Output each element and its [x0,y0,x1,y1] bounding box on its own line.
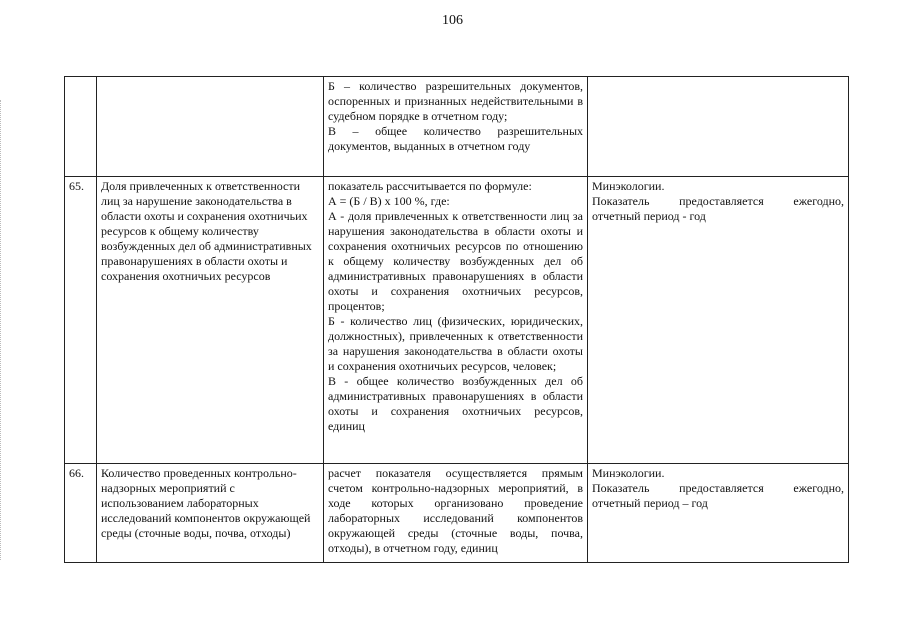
source-org: Минэкологии. [592,466,665,480]
source-period: отчетный период – год [592,496,708,510]
source-word: Показатель [592,194,650,208]
method-paragraph: В - общее количество возбужденных дел об административных правонарушениях в области охоты и сохранения охотничьих ресурсов, единиц [328,374,583,433]
data-source [588,177,849,464]
source-word: предоставляется [679,481,764,495]
calculation-method [324,77,588,177]
data-source [588,77,849,177]
row-number [65,77,97,177]
scan-edge-marks [0,100,7,560]
method-paragraph: расчет показателя осуществляется прямым счетом контрольно-надзорных мероприятий, в ходе которых организовано проведение лабораторных исследований компонентов окружающей среды (сточные воды, почва, отходы), в отчетном году, единиц [328,466,583,555]
page-number: 106 [442,13,463,28]
indicator-name: Доля привлеченных к ответственности лиц за нарушение законодательства в области охоты и сохранения охотничьих ресурсов к общему количеству возбужденных дел об административных правонарушениях в области охоты и сохранения охотничьих ресурсов [97,177,324,464]
source-word: ежегодно, [793,194,844,208]
data-source [588,464,849,563]
calculation-method [324,177,588,464]
method-paragraph: Б - количество лиц (физических, юридических, должностных), привлеченных к ответственности за нарушения законодательства в области охоты и сохранения охотничьих ресурсов, человек; [328,314,583,373]
table-row [65,77,849,177]
calculation-method [324,464,588,563]
source-frequency [592,194,844,209]
row-number: 65. [65,177,97,464]
table-row [65,177,849,464]
indicator-name: Количество проведенных контрольно-надзорных мероприятий с использованием лабораторных исследований компонентов окружающей среды (сточные воды, почва, отходы) [97,464,324,563]
method-paragraph: А - доля привлеченных к ответственности лиц за нарушения законодательства в области охоты и сохранения охотничьих ресурсов по отношению к общему количеству возбужденных дел об административных правонарушениях в области охоты и сохранения охотничьих ресурсов, процентов; [328,209,583,313]
source-frequency [592,481,844,496]
source-org: Минэкологии. [592,179,665,193]
source-word: предоставляется [679,194,764,208]
row-number: 66. [65,464,97,563]
method-paragraph: Б – количество разрешительных документов, оспоренных и признанных недействительными в судебном порядке в отчетном году; [328,79,583,123]
indicator-name [97,77,324,177]
source-word: ежегодно, [793,481,844,495]
table-row [65,464,849,563]
method-paragraph: В – общее количество разрешительных документов, выданных в отчетном году [328,124,583,153]
indicators-table [64,76,849,563]
method-paragraph: показатель рассчитывается по формуле: [328,179,532,193]
method-paragraph: А = (Б / В) х 100 %, где: [328,194,450,208]
source-period: отчетный период - год [592,209,706,223]
source-word: Показатель [592,481,650,495]
